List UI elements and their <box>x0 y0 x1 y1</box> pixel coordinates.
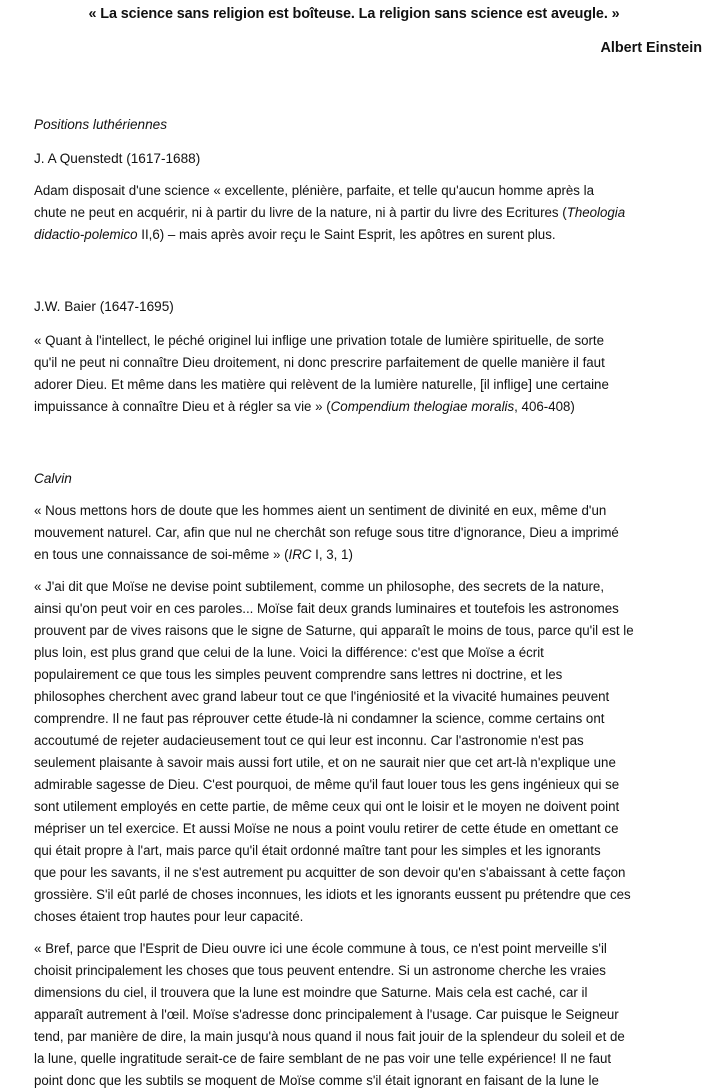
author-baier: J.W. Baier (1647-1695) <box>34 299 174 314</box>
epigraph-quote: « La science sans religion est boîteuse. La religion sans science est aveugle. » <box>88 6 620 22</box>
text-line: que pour les savants, il ne s'est autrement pu acquitter de son devoir qu'en s'abaissant à cette façon <box>34 865 626 880</box>
text-line: dimensions du ciel, il trouvera que la lune est moindre que Saturne. Mais cela est caché, car il <box>34 985 588 1000</box>
paragraph-calvin-3 <box>34 938 706 1092</box>
text-line: en tous une connaissance de soi-même » (IRC I, 3, 1) <box>34 547 353 562</box>
text-line: ainsi qu'on peut voir en ces paroles... Moïse fait deux grands luminaires et toutefois les astronomes <box>34 601 619 616</box>
document-body <box>34 114 706 1092</box>
text-line: choses étaient trop hautes pour leur capacité. <box>34 909 304 924</box>
text-line: adorer Dieu. Et même dans les matière qui relèvent de la lumière naturelle, [il inflige] une certaine <box>34 377 609 392</box>
text-line: seulement plaisante à savoir mais aussi fort utile, et on ne saurait nier que cet art-là n'explique une <box>34 755 616 770</box>
text-line: chute ne peut en acquérir, ni à partir du livre de la nature, ni à partir du livre des Ecritures (Theologia <box>34 205 626 220</box>
text-line: comprendre. Il ne faut pas réprouver cette étude-là ni condamner la science, comme certains ont <box>34 711 605 726</box>
text-line: point donc que les subtils se moquent de Moïse comme s'il était ignorant en faisant de la lune le <box>34 1073 599 1088</box>
text-line: « Quant à l'intellect, le péché originel lui inflige une privation totale de lumière spirituelle, de sorte <box>34 333 605 348</box>
text-line: la lune, quelle ingratitude serait-ce de faire semblant de ne pas voir une telle expérience! Il ne faut <box>34 1051 612 1066</box>
text-line: plus loin, est plus grand que celui de la lune. Voici la différence: c'est que Moïse a écrit <box>34 645 544 660</box>
text-line: sont utilement employés en cette partie, de même ceux qui ont le loisir et le moyen ne doivent point <box>34 799 620 814</box>
text-line: populairement ce que tous les simples peuvent comprendre sans lettres ni doctrine, et les <box>34 667 563 682</box>
text-line: « Bref, parce que l'Esprit de Dieu ouvre ici une école commune à tous, ce n'est point merveille s'il <box>34 941 607 956</box>
paragraph-baier <box>34 330 706 418</box>
text-line: prouvent par de vives raisons que le signe de Saturne, qui apparaît le moins de tous, parce qu'il est le <box>34 623 634 638</box>
text-line: apparaît autrement à l'œil. Moïse s'adresse donc principalement à l'usage. Car puisque le Seigneur <box>34 1007 619 1022</box>
text-line: tend, par manière de dire, la main jusqu'à nous quand il nous fait jouir de la splendeur du soleil et de <box>34 1029 625 1044</box>
text-line: Adam disposait d'une science « excellente, plénière, parfaite, et telle qu'aucun homme après la <box>34 183 595 198</box>
text-line: mouvement naturel. Car, afin que nul ne cherchât son refuge sous titre d'ignorance, Dieu a imprimé <box>34 525 619 540</box>
section-heading-lutheran: Positions luthériennes <box>34 117 167 132</box>
text-line: grossière. S'il eût parlé de choses inconnues, les idiots et les ignorants eussent pu prétendre que ces <box>34 887 631 902</box>
text-line: didactio-polemico II,6) – mais après avoir reçu le Saint Esprit, les apôtres en surent plus. <box>34 227 556 242</box>
epigraph-author: Albert Einstein <box>600 40 702 56</box>
text-line: admirable sagesse de Dieu. C'est pourquoi, de même qu'il faut louer tous les gens ingénieux qui se <box>34 777 620 792</box>
author-quenstedt: J. A Quenstedt (1617-1688) <box>34 151 201 166</box>
text-line: « Nous mettons hors de doute que les hommes aient un sentiment de divinité en eux, même d'un <box>34 503 607 518</box>
text-line: impuissance à connaître Dieu et à régler sa vie » (Compendium thelogiae moralis, 406-408) <box>34 399 575 414</box>
text-line: accoutumé de rejeter audacieusement tout ce qui leur est inconnu. Car l'astronomie n'est pas <box>34 733 584 748</box>
text-line: mépriser un tel exercice. Et aussi Moïse ne nous a point voulu retirer de cette étude en omettant ce <box>34 821 619 836</box>
section-heading-calvin: Calvin <box>34 471 72 486</box>
paragraph-calvin-2 <box>34 576 706 928</box>
paragraph-quenstedt <box>34 180 706 246</box>
text-line: qui était propre à l'art, mais parce qu'il était ordonné maître tant pour les simples et les ignorants <box>34 843 601 858</box>
text-line: philosophes cherchent avec grand labeur tout ce que l'ingéniosité et la vivacité humaines peuvent <box>34 689 610 704</box>
paragraph-calvin-1 <box>34 500 706 566</box>
text-line: choisit principalement les choses que tous peuvent entendre. Si un astronome cherche les vraies <box>34 963 606 978</box>
text-line: qu'il ne peut ni connaître Dieu droitement, ni donc prescrire parfaitement de quelle manière il faut <box>34 355 605 370</box>
text-line: « J'ai dit que Moïse ne devise point subtilement, comme un philosophe, des secrets de la nature, <box>34 579 605 594</box>
